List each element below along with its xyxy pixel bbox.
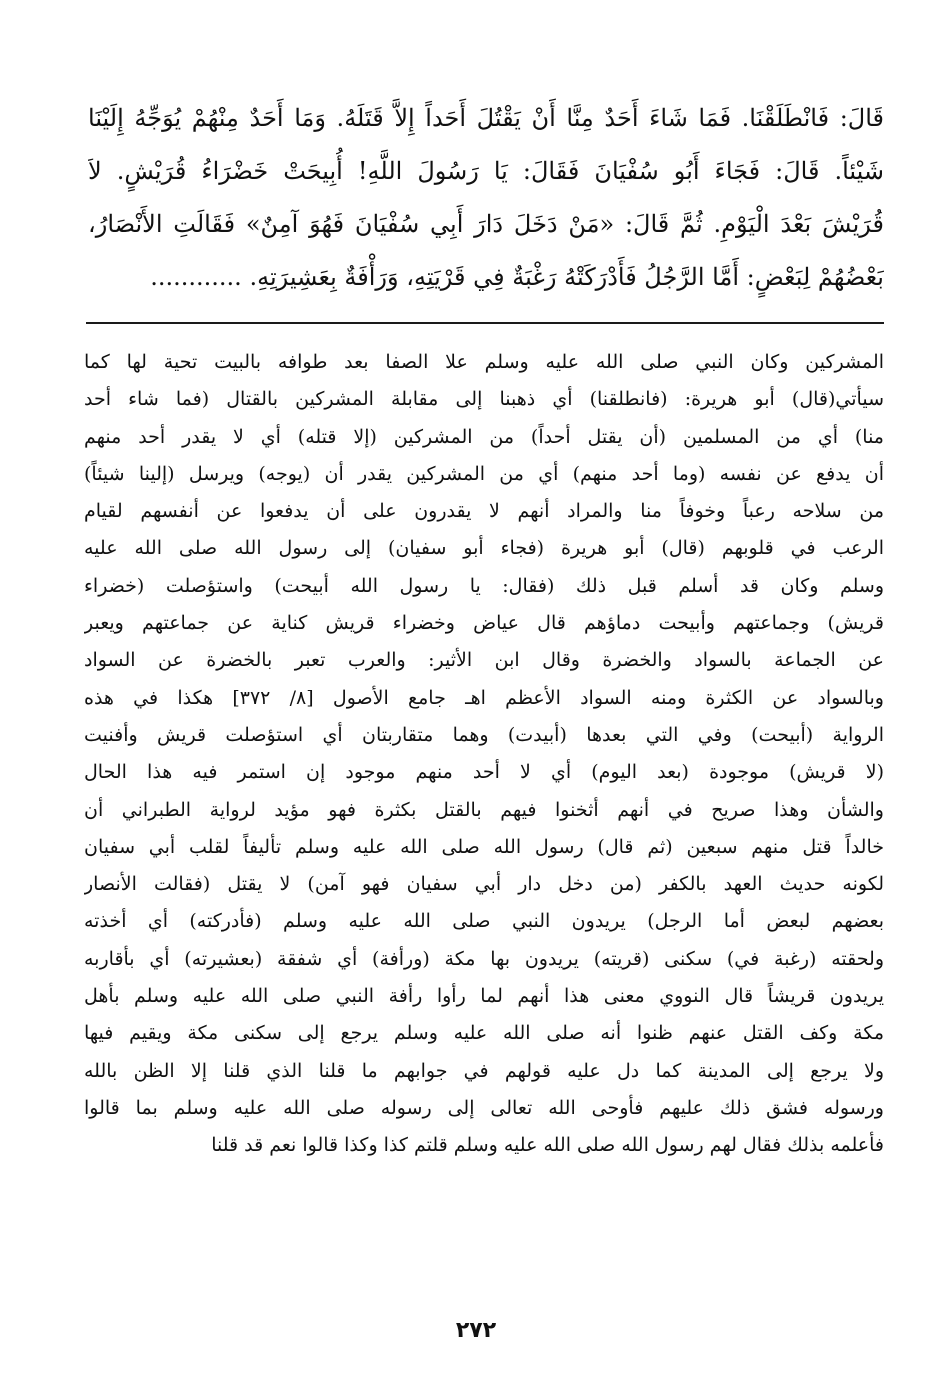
hadith-line: شَيْئاً. قَالَ: فَجَاءَ أَبُو سُفْيَانَ فَقَالَ: يَا رَسُولَ اللَّهِ! أُبِيحَتْ خَضْرَاءُ قُرَيْشٍ. لاَ (88, 157, 884, 185)
page-number: ٢٧٢ (455, 1318, 497, 1343)
footnote-divider (86, 322, 884, 324)
hadith-line: بَعْضُهُمْ لِبَعْضٍ: أَمَّا الرَّجُلُ فَأَدْرَكَتْهُ رَغْبَةٌ فِي قَرْيَتِهِ، وَرَأْفَةٌ بِعَشِيرَتِهِ. ............ (150, 263, 884, 291)
commentary-line: (لا قريش) موجودة (بعد اليوم) أي لا أحد منهم موجود إن استمر فيه هذا الحال (84, 761, 884, 784)
commentary-line: بعضهم لبعض أما الرجل) يريدون النبي صلى الله عليه وسلم (فأدركته) أي أخذته (84, 910, 884, 933)
commentary-line: ورسوله فشق ذلك عليهم فأوحى الله تعالى إلى رسوله صلى الله عليه وسلم بما قالوا (84, 1096, 884, 1119)
commentary-line: لكونه حديث العهد بالكفر (من دخل دار أبي سفيان فهو آمن) لا يقتل (فقالت الأنصار (84, 873, 884, 896)
commentary-line: مكة وكف القتل عنهم ظنوا أنه صلى الله عليه وسلم يرجع إلى سكنى مكة ويقيم فيها (84, 1022, 884, 1045)
commentary-line: خالداً قتل منهم سبعين (ثم قال) رسول الله صلى الله عليه وسلم تأليفاً لقلب أبي سفيان (84, 835, 884, 858)
commentary-line: وبالسواد عن الكثرة ومنه السواد الأعظم اهـ جامع الأصول [٨/ ٣٧٢] هكذا في هذه (84, 686, 884, 709)
commentary-line: أن يدفع عن نفسه (وما أحد منهم) أي من المشركين يقدر أن (يوجه) ويرسل (إلينا شيئاً) (84, 462, 884, 485)
commentary-line: المشركين وكان النبي صلى الله عليه وسلم علا الصفا بعد طوافه بالبيت تحية لها كما (84, 351, 884, 373)
commentary-line: من سلاحه رعباً وخوفاً منا والمراد أنهم لا يقدرون على أن يدفعوا عن أنفسهم لقيام (84, 500, 884, 523)
commentary-line: الرعب في قلوبهم (قال) أبو هريرة (فجاء أبو سفيان) إلى رسول الله صلى الله عليه (84, 537, 884, 560)
hadith-text (88, 92, 884, 304)
commentary-text (84, 344, 884, 1165)
commentary-line: ولا يرجع إلى المدينة كما دل عليه قولهم في جوابهم ما قلنا الذي قلنا إلا الظن بالله (84, 1059, 884, 1082)
commentary-line: سيأتي(قال) أبو هريرة: (فانطلقنا) أي ذهبنا إلى مقابلة المشركين بالقتال (فما شاء أحد (84, 388, 884, 411)
commentary-line: عن الجماعة بالسواد والخضرة وقال ابن الأثير: والعرب تعبر بالخضرة عن السواد (84, 649, 884, 672)
commentary-line: فأعلمه بذلك فقال لهم رسول الله صلى الله عليه وسلم قلتم كذا وكذا قالوا نعم قد قلنا (211, 1134, 884, 1157)
hadith-line: قُرَيْشَ بَعْدَ الْيَوْمِ. ثُمَّ قَالَ: «مَنْ دَخَلَ دَارَ أَبِي سُفْيَانَ فَهُوَ آمِنٌ» فَقَالَتِ الأَنْصَارُ، (88, 210, 884, 238)
commentary-line: ولحقته (رغبة في) سكنى (قريته) يريدون بها مكة (ورأفة) أي شفقة (بعشيرته) أي بأقاربه (84, 947, 884, 970)
hadith-line: قَالَ: فَانْطَلَقْنَا. فَمَا شَاءَ أَحَدٌ مِنَّا أَنْ يَقْتُلَ أَحَداً إِلاَّ قَتَلَهُ. وَمَا أَحَدٌ مِنْهُمْ يُوَجِّهُ إِلَيْنَا (88, 104, 884, 132)
commentary-line: يريدون قريشاً قال النووي معنى هذا أنهم لما رأوا رأفة النبي صلى الله عليه وسلم بأهل (84, 985, 884, 1008)
commentary-line: الرواية (أبيحت) وفي التي بعدها (أبيدت) وهما متقاربتان أي استؤصلت قريش وأفنيت (84, 723, 884, 746)
commentary-line: وسلم وكان قد أسلم قبل ذلك (فقال: يا رسول الله أبيحت) واستؤصلت (خضراء (84, 574, 884, 597)
commentary-line: والشأن وهذا صريح في أنهم أثخنوا فيهم بالقتل بكثرة فهو مؤيد لرواية الطبراني أن (84, 798, 884, 821)
commentary-line: قريش) وجماعتهم وأبيحت دماؤهم قال عياض وخضراء قريش كناية عن جماعتهم ويعبر (84, 612, 884, 635)
commentary-line: منا) أي من المسلمين (أن يقتل أحداً) من المشركين (إلا قتله) أي لا يقدر أحد منهم (84, 425, 884, 448)
